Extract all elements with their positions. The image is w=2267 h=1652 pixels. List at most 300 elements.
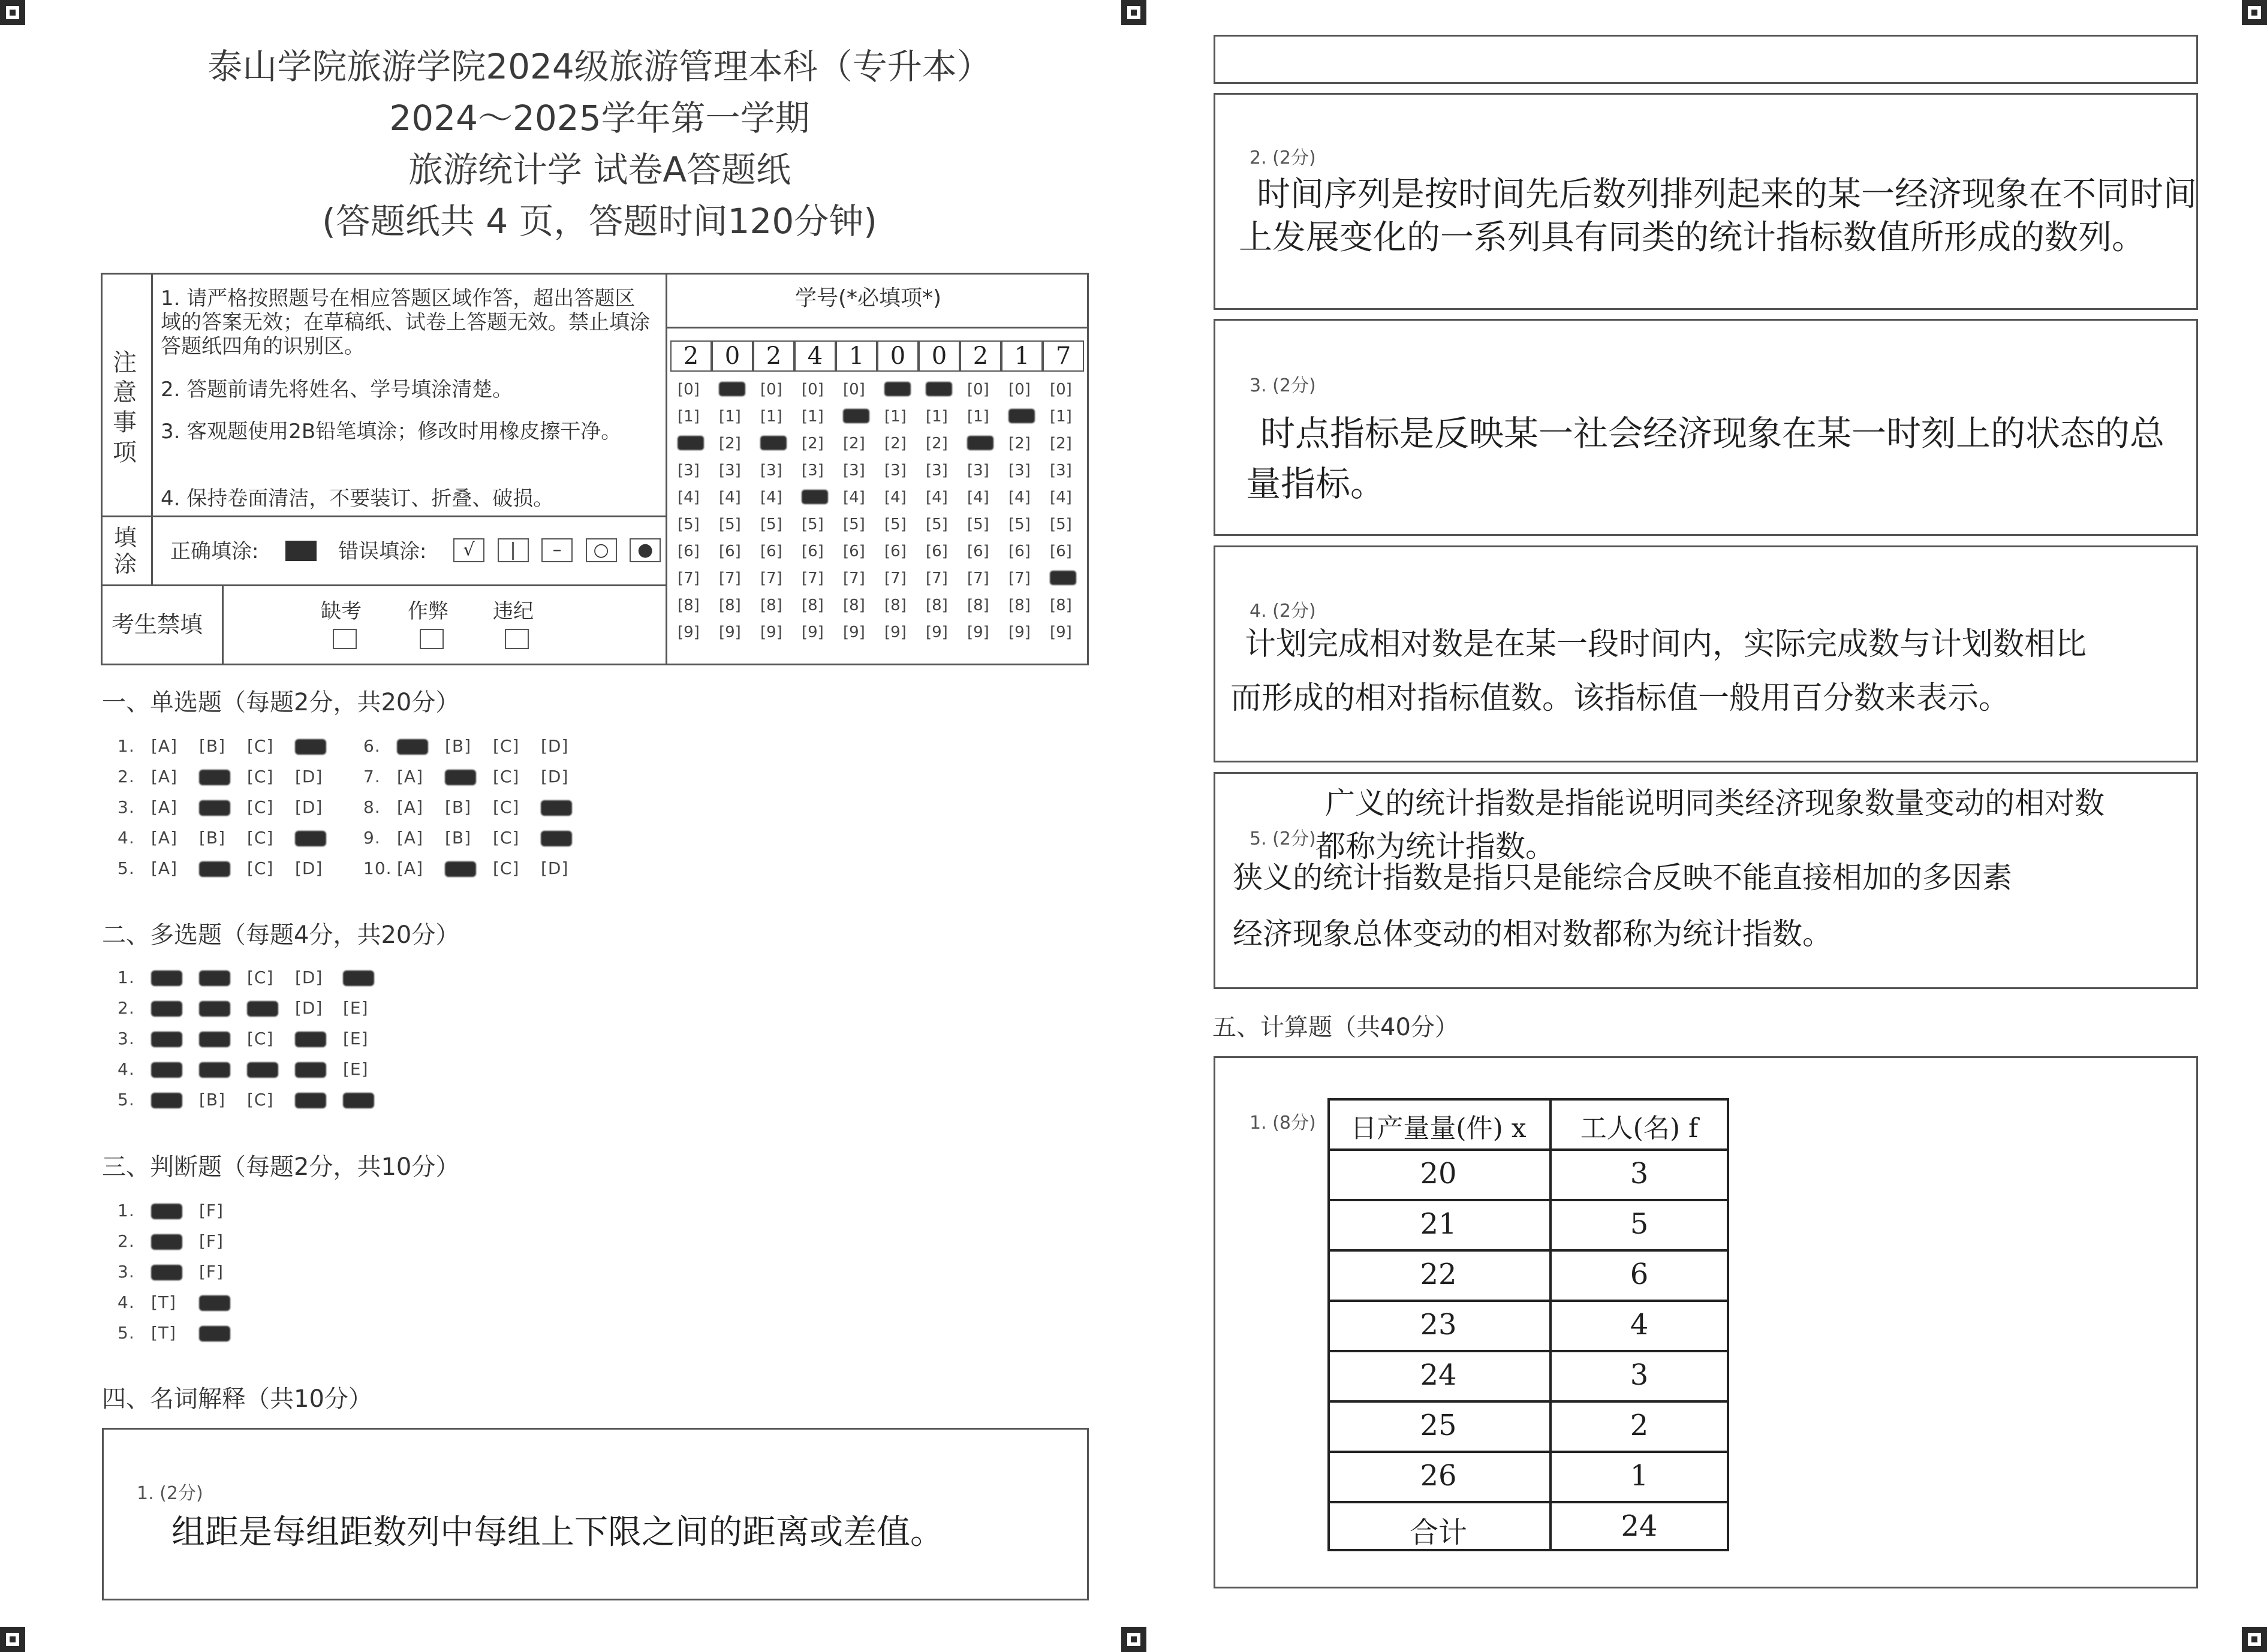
filled-bubble bbox=[199, 770, 230, 785]
table-cell: 23 bbox=[1420, 1308, 1457, 1342]
answer-option[interactable]: [F] bbox=[199, 1231, 224, 1251]
section-1-title: 一、单选题（每题2分，共20分） bbox=[102, 689, 460, 716]
student-id-bubble[interactable]: [5] bbox=[1050, 516, 1072, 533]
student-id-digit: 0 bbox=[712, 340, 753, 372]
student-id-bubble[interactable]: [1] bbox=[884, 408, 907, 426]
answer-row bbox=[118, 1262, 247, 1282]
student-id-bubble[interactable]: [5] bbox=[884, 516, 907, 533]
answer-option-filled[interactable] bbox=[199, 797, 247, 817]
table-header-cell: 日产量量(件) x bbox=[1350, 1113, 1527, 1144]
student-id-bubble[interactable]: [9] bbox=[719, 623, 741, 641]
student-id-bubble[interactable]: [4] bbox=[1050, 489, 1072, 507]
filled-bubble bbox=[247, 1001, 278, 1017]
student-id-bubble-filled[interactable] bbox=[1050, 571, 1076, 585]
student-id-bubble[interactable]: [1] bbox=[760, 408, 782, 426]
student-id-bubble-filled[interactable] bbox=[967, 436, 993, 450]
student-id-bubble[interactable]: [6] bbox=[1050, 542, 1072, 560]
answer-option-filled[interactable] bbox=[199, 1323, 247, 1343]
question-number: 1. (2分) bbox=[137, 1483, 203, 1504]
filled-bubble bbox=[151, 1032, 182, 1047]
frequency-table bbox=[1327, 1098, 1735, 1549]
student-id-bubble[interactable]: [5] bbox=[926, 516, 948, 533]
student-id-bubble[interactable]: [9] bbox=[884, 623, 907, 641]
cheat-checkbox[interactable] bbox=[420, 629, 444, 649]
student-id-bubble[interactable]: [1] bbox=[967, 408, 989, 426]
answer-option-filled[interactable] bbox=[151, 1201, 199, 1220]
student-id-bubble[interactable]: [9] bbox=[1008, 623, 1031, 641]
filled-bubble bbox=[199, 861, 230, 877]
question-number: 5. bbox=[118, 858, 135, 878]
answer-option-filled[interactable] bbox=[295, 828, 343, 848]
question-number: 8. bbox=[363, 797, 381, 817]
student-id-bubble[interactable]: [2] bbox=[719, 435, 741, 453]
handwritten-answer: 上发展变化的一系列具有同类的统计指标数值所形成的数列。 bbox=[1239, 218, 2145, 257]
student-id-bubble-filled[interactable] bbox=[678, 436, 704, 450]
student-id-bubble[interactable]: [2] bbox=[926, 435, 948, 453]
notice-item-4: 4. 保持卷面清洁，不要装订、折叠、破损。 bbox=[161, 487, 554, 511]
answer-option[interactable]: [B] bbox=[199, 828, 226, 848]
answer-option[interactable]: [D] bbox=[295, 797, 323, 817]
corner-marker-top-middle bbox=[1121, 0, 1146, 25]
answer-row bbox=[118, 1201, 247, 1220]
handwritten-answer: 时点指标是反映某一社会经济现象在某一时刻上的状态的总 bbox=[1260, 413, 2165, 454]
filled-bubble bbox=[397, 739, 428, 755]
student-id-bubble[interactable]: [3] bbox=[678, 462, 700, 480]
student-id-bubble[interactable]: [3] bbox=[719, 462, 741, 480]
question-number: 1. bbox=[118, 967, 135, 987]
filled-bubble bbox=[343, 1093, 374, 1108]
answer-option-filled[interactable] bbox=[199, 1029, 247, 1048]
answer-option[interactable]: [D] bbox=[541, 736, 569, 756]
student-id-bubble[interactable]: [0] bbox=[802, 381, 824, 399]
question-number: 3. bbox=[118, 1262, 135, 1282]
student-id-bubble[interactable]: [0] bbox=[678, 381, 700, 399]
answer-option[interactable]: [C] bbox=[247, 797, 274, 817]
student-id-bubble[interactable]: [9] bbox=[926, 623, 948, 641]
answer-option-filled[interactable] bbox=[151, 998, 199, 1018]
student-id-bubble[interactable]: [8] bbox=[926, 596, 948, 614]
forbid-option-cheat-label: 作弊 bbox=[408, 599, 448, 623]
answer-option-filled[interactable] bbox=[295, 1029, 343, 1048]
wrong-mark-1: √ bbox=[453, 538, 484, 562]
answer-option-filled[interactable] bbox=[151, 1231, 199, 1251]
answer-option[interactable]: [T] bbox=[151, 1323, 176, 1343]
student-id-bubble[interactable]: [1] bbox=[719, 408, 741, 426]
answer-row bbox=[118, 998, 391, 1018]
answer-option-filled[interactable] bbox=[247, 998, 295, 1018]
student-id-bubble[interactable]: [6] bbox=[884, 542, 907, 560]
answer-option[interactable]: [E] bbox=[343, 1059, 369, 1079]
student-id-bubble[interactable]: [7] bbox=[802, 569, 824, 587]
filled-bubble bbox=[151, 970, 182, 986]
student-id-bubble[interactable]: [6] bbox=[719, 542, 741, 560]
table-cell: 26 bbox=[1420, 1459, 1457, 1493]
answer-option[interactable]: [A] bbox=[397, 797, 424, 817]
student-id-bubble[interactable]: [7] bbox=[1008, 569, 1031, 587]
filled-bubble bbox=[247, 1062, 278, 1078]
student-id-bubble[interactable]: [5] bbox=[967, 516, 989, 533]
filled-bubble bbox=[199, 1062, 230, 1078]
answer-option[interactable]: [C] bbox=[493, 767, 520, 786]
answer-option-filled[interactable] bbox=[343, 967, 391, 987]
answer-row bbox=[363, 767, 589, 786]
student-id-bubble[interactable]: [6] bbox=[760, 542, 782, 560]
answer-option[interactable]: [B] bbox=[445, 736, 472, 756]
student-id-bubble[interactable]: [3] bbox=[760, 462, 782, 480]
student-id-bubble[interactable]: [8] bbox=[884, 596, 907, 614]
answer-row bbox=[118, 858, 343, 878]
filled-bubble bbox=[199, 1001, 230, 1017]
answer-option-filled[interactable] bbox=[199, 858, 247, 878]
student-id-bubble-filled[interactable] bbox=[1008, 409, 1035, 423]
section-4-title: 四、名词解释（共10分） bbox=[102, 1385, 372, 1413]
filled-bubble bbox=[151, 1001, 182, 1017]
student-id-bubble[interactable]: [0] bbox=[760, 381, 782, 399]
question-number: 2. bbox=[118, 767, 135, 786]
student-id-bubble[interactable]: [4] bbox=[967, 489, 989, 507]
table-cell: 6 bbox=[1630, 1258, 1649, 1291]
filled-bubble bbox=[445, 770, 476, 785]
student-id-bubble[interactable]: [0] bbox=[1008, 381, 1031, 399]
student-id-digit: 1 bbox=[1001, 340, 1043, 372]
student-id-bubble[interactable]: [0] bbox=[843, 381, 865, 399]
student-id-digit: 1 bbox=[836, 340, 877, 372]
question-number: 3. bbox=[118, 1029, 135, 1048]
student-id-digits bbox=[670, 340, 1084, 372]
answer-option[interactable]: [E] bbox=[343, 998, 369, 1018]
answer-option[interactable]: [D] bbox=[541, 858, 569, 878]
student-id-bubble[interactable]: [5] bbox=[1008, 516, 1031, 533]
question-number: 5. bbox=[118, 1323, 135, 1343]
student-id-bubble[interactable]: [8] bbox=[1050, 596, 1072, 614]
answer-option[interactable]: [B] bbox=[199, 736, 226, 756]
section-3-title: 三、判断题（每题2分，共10分） bbox=[102, 1153, 460, 1181]
answer-option[interactable]: [B] bbox=[445, 828, 472, 848]
answer-option-filled[interactable] bbox=[247, 1059, 295, 1079]
student-id-bubble[interactable]: [9] bbox=[967, 623, 989, 641]
student-id-bubble[interactable]: [3] bbox=[926, 462, 948, 480]
filled-bubble bbox=[295, 739, 326, 755]
notice-item-2: 2. 答题前请先将姓名、学号填涂清楚。 bbox=[161, 378, 513, 402]
student-id-bubble[interactable]: [5] bbox=[760, 516, 782, 533]
answer-row bbox=[118, 736, 343, 756]
table-cell: 20 bbox=[1420, 1157, 1457, 1190]
answer-option-filled[interactable] bbox=[541, 797, 589, 817]
answer-option-filled[interactable] bbox=[151, 1262, 199, 1282]
answer-option-filled[interactable] bbox=[199, 967, 247, 987]
table-cell: 24 bbox=[1420, 1358, 1457, 1392]
student-id-bubble[interactable]: [5] bbox=[843, 516, 865, 533]
filled-bubble bbox=[151, 1062, 182, 1078]
notice-label: 注意事项 bbox=[113, 349, 137, 466]
corner-marker-bottom-right bbox=[2242, 1627, 2267, 1652]
discipline-checkbox[interactable] bbox=[505, 629, 529, 649]
answer-option[interactable]: [D] bbox=[295, 767, 323, 786]
answer-option[interactable]: [E] bbox=[343, 1029, 369, 1048]
student-id-bubble[interactable]: [3] bbox=[843, 462, 865, 480]
student-id-bubble[interactable]: [7] bbox=[760, 569, 782, 587]
answer-option-filled[interactable] bbox=[151, 967, 199, 987]
student-id-bubble[interactable]: [7] bbox=[926, 569, 948, 587]
student-id-bubble[interactable]: [6] bbox=[802, 542, 824, 560]
student-id-bubble[interactable]: [3] bbox=[1050, 462, 1072, 480]
question-number: 4. (2分) bbox=[1250, 601, 1316, 622]
student-id-bubble[interactable]: [4] bbox=[1008, 489, 1031, 507]
absent-checkbox[interactable] bbox=[333, 629, 357, 649]
answer-option[interactable]: [C] bbox=[247, 1090, 274, 1110]
student-id-bubble[interactable]: [3] bbox=[884, 462, 907, 480]
answer-option[interactable]: [C] bbox=[247, 767, 274, 786]
question-number: 5. bbox=[118, 1090, 135, 1110]
answer-option-filled[interactable] bbox=[151, 1029, 199, 1048]
question-number: 2. (2分) bbox=[1250, 147, 1316, 168]
student-id-bubble[interactable]: [2] bbox=[884, 435, 907, 453]
student-id-bubble[interactable]: [7] bbox=[678, 569, 700, 587]
handwritten-answer: 广义的统计指数是指能说明同类经济现象数量变动的相对数 bbox=[1325, 786, 2105, 821]
student-id-bubble[interactable]: [0] bbox=[1050, 381, 1072, 399]
student-id-bubble[interactable]: [4] bbox=[719, 489, 741, 507]
answer-option-filled[interactable] bbox=[151, 1059, 199, 1079]
student-id-bubble[interactable]: [4] bbox=[760, 489, 782, 507]
filled-bubble bbox=[295, 831, 326, 846]
answer-option-filled[interactable] bbox=[199, 1059, 247, 1079]
answer-row bbox=[363, 797, 589, 817]
handwritten-answer: 量指标。 bbox=[1246, 463, 1386, 504]
answer-option[interactable]: [A] bbox=[151, 736, 178, 756]
student-id-bubble-filled[interactable] bbox=[884, 382, 911, 396]
student-id-bubble[interactable]: [1] bbox=[678, 408, 700, 426]
answer-option-filled[interactable] bbox=[295, 1090, 343, 1110]
answer-option[interactable]: [A] bbox=[151, 858, 178, 878]
student-id-bubble-filled[interactable] bbox=[719, 382, 745, 396]
answer-option[interactable]: [A] bbox=[151, 828, 178, 848]
filled-bubble bbox=[541, 831, 572, 846]
filled-bubble bbox=[295, 1093, 326, 1108]
student-id-bubble[interactable]: [5] bbox=[719, 516, 741, 533]
question-number: 1. bbox=[118, 1201, 135, 1220]
student-id-bubble-filled[interactable] bbox=[802, 490, 828, 504]
student-id-digit: 7 bbox=[1043, 340, 1084, 372]
answer-box-empty bbox=[1214, 35, 2198, 84]
filled-bubble bbox=[295, 1062, 326, 1078]
question-number: 2. bbox=[118, 1231, 135, 1251]
student-id-bubble[interactable]: [7] bbox=[967, 569, 989, 587]
wrong-mark-5: ● bbox=[630, 538, 661, 562]
student-id-bubble[interactable]: [9] bbox=[760, 623, 782, 641]
filled-bubble bbox=[295, 1032, 326, 1047]
answer-row bbox=[118, 1323, 247, 1343]
wrong-mark-3: – bbox=[541, 538, 573, 562]
question-number: 1. (8分) bbox=[1250, 1113, 1316, 1134]
student-id-bubble[interactable]: [6] bbox=[926, 542, 948, 560]
student-id-bubble-filled[interactable] bbox=[926, 382, 952, 396]
student-id-bubble[interactable]: [8] bbox=[967, 596, 989, 614]
student-id-bubble[interactable]: [9] bbox=[1050, 623, 1072, 641]
table-row-divider bbox=[1327, 1400, 1729, 1403]
answer-option[interactable]: [C] bbox=[493, 828, 520, 848]
handwritten-answer: 狭义的统计指数是指只是能综合反映不能直接相加的多因素 bbox=[1233, 860, 2012, 895]
question-number: 2. bbox=[118, 998, 135, 1018]
answer-option[interactable]: [T] bbox=[151, 1292, 176, 1312]
answer-option-filled[interactable] bbox=[199, 998, 247, 1018]
answer-option[interactable]: [D] bbox=[295, 998, 323, 1018]
answer-option-filled[interactable] bbox=[151, 1090, 199, 1110]
header-line-2: 2024～2025学年第一学期 bbox=[389, 98, 810, 138]
answer-row bbox=[363, 736, 589, 756]
answer-option-filled[interactable] bbox=[445, 767, 493, 786]
student-id-bubble[interactable]: [9] bbox=[843, 623, 865, 641]
question-number: 5. (2分) bbox=[1250, 828, 1316, 849]
answer-option[interactable]: [F] bbox=[199, 1262, 224, 1282]
student-id-bubble[interactable]: [6] bbox=[678, 542, 700, 560]
student-id-bubble[interactable]: [4] bbox=[926, 489, 948, 507]
answer-option[interactable]: [C] bbox=[493, 858, 520, 878]
student-id-bubble[interactable]: [9] bbox=[802, 623, 824, 641]
answer-row bbox=[118, 797, 343, 817]
table-cell: 22 bbox=[1420, 1258, 1457, 1291]
answer-option[interactable]: [D] bbox=[295, 967, 323, 987]
answer-option[interactable]: [A] bbox=[151, 797, 178, 817]
question-number: 3. (2分) bbox=[1250, 375, 1316, 396]
table-row-divider bbox=[1327, 1350, 1729, 1352]
student-id-bubble[interactable]: [8] bbox=[760, 596, 782, 614]
student-id-bubble[interactable]: [3] bbox=[1008, 462, 1031, 480]
student-id-digit: 4 bbox=[794, 340, 836, 372]
corner-marker-bottom-left bbox=[0, 1627, 25, 1652]
student-id-bubble[interactable]: [4] bbox=[884, 489, 907, 507]
answer-option[interactable]: [C] bbox=[247, 858, 274, 878]
student-id-digit: 2 bbox=[960, 340, 1001, 372]
table-cell: 21 bbox=[1420, 1207, 1457, 1241]
answer-option[interactable]: [F] bbox=[199, 1201, 224, 1220]
student-id-bubble[interactable]: [0] bbox=[967, 381, 989, 399]
student-id-bubble[interactable]: [4] bbox=[843, 489, 865, 507]
student-id-bubble[interactable]: [7] bbox=[719, 569, 741, 587]
table-row-divider bbox=[1327, 1148, 1729, 1151]
answer-option[interactable]: [C] bbox=[247, 736, 274, 756]
answer-row bbox=[118, 828, 343, 848]
forbid-option-discipline-label: 违纪 bbox=[493, 599, 534, 623]
answer-option[interactable]: [A] bbox=[397, 828, 424, 848]
answer-row bbox=[118, 767, 343, 786]
answer-row bbox=[118, 1090, 391, 1110]
answer-option[interactable]: [B] bbox=[445, 797, 472, 817]
answer-option-filled[interactable] bbox=[295, 736, 343, 756]
student-id-bubble[interactable]: [7] bbox=[843, 569, 865, 587]
student-id-bubble[interactable]: [9] bbox=[678, 623, 700, 641]
answer-option[interactable]: [C] bbox=[247, 967, 274, 987]
student-id-bubble[interactable]: [5] bbox=[678, 516, 700, 533]
notice-item-3: 3. 客观题使用2B铅笔填涂；修改时用橡皮擦干净。 bbox=[161, 420, 622, 444]
student-id-bubble[interactable]: [2] bbox=[1050, 435, 1072, 453]
fill-correct-label: 正确填涂: bbox=[170, 539, 259, 563]
student-id-bubble[interactable]: [1] bbox=[802, 408, 824, 426]
answer-option-filled[interactable] bbox=[295, 1059, 343, 1079]
student-id-digit: 2 bbox=[670, 340, 712, 372]
answer-row bbox=[118, 1029, 391, 1048]
table-header-cell: 工人(名) f bbox=[1580, 1113, 1699, 1144]
answer-option-filled[interactable] bbox=[199, 1292, 247, 1312]
answer-option[interactable]: [D] bbox=[541, 767, 569, 786]
filled-bubble bbox=[445, 861, 476, 877]
forbid-option-absent bbox=[321, 599, 362, 649]
answer-option[interactable]: [C] bbox=[493, 736, 520, 756]
student-id-bubble[interactable]: [6] bbox=[1008, 542, 1031, 560]
student-id-bubble-filled[interactable] bbox=[760, 436, 787, 450]
student-id-bubble[interactable]: [2] bbox=[802, 435, 824, 453]
table-cell: 24 bbox=[1621, 1509, 1658, 1543]
filled-bubble bbox=[199, 1326, 230, 1342]
answer-option-filled[interactable] bbox=[199, 767, 247, 786]
student-id-bubble[interactable]: [8] bbox=[719, 596, 741, 614]
answer-option[interactable]: [C] bbox=[493, 797, 520, 817]
student-id-bubble-grid bbox=[670, 381, 1084, 656]
student-id-bubble[interactable]: [6] bbox=[967, 542, 989, 560]
answer-row bbox=[118, 1059, 391, 1079]
student-id-bubble[interactable]: [7] bbox=[884, 569, 907, 587]
filled-bubble bbox=[199, 1295, 230, 1311]
answer-row bbox=[118, 967, 391, 987]
student-id-bubble[interactable]: [1] bbox=[1050, 408, 1072, 426]
answer-option[interactable]: [D] bbox=[295, 858, 323, 878]
answer-option-filled[interactable] bbox=[343, 1090, 391, 1110]
answer-option-filled[interactable] bbox=[397, 736, 445, 756]
question-number: 10. bbox=[363, 858, 392, 878]
student-id-bubble[interactable]: [8] bbox=[678, 596, 700, 614]
answer-option[interactable]: [A] bbox=[397, 858, 424, 878]
corner-marker-top-right bbox=[2242, 0, 2267, 25]
table-row-divider bbox=[1327, 1199, 1729, 1201]
student-id-bubble-filled[interactable] bbox=[843, 409, 869, 423]
answer-option[interactable]: [A] bbox=[397, 767, 424, 786]
filled-bubble bbox=[151, 1265, 182, 1280]
student-id-bubble[interactable]: [1] bbox=[926, 408, 948, 426]
student-id-bubble[interactable]: [5] bbox=[802, 516, 824, 533]
forbid-option-discipline bbox=[493, 599, 534, 649]
forbid-label: 考生禁填 bbox=[112, 611, 203, 638]
table-cell: 1 bbox=[1630, 1459, 1649, 1493]
wrong-mark-2: | bbox=[498, 538, 529, 562]
section-2-title: 二、多选题（每题4分，共20分） bbox=[102, 921, 460, 949]
student-id-digit: 0 bbox=[877, 340, 919, 372]
student-id-bubble[interactable]: [3] bbox=[802, 462, 824, 480]
answer-option[interactable]: [C] bbox=[247, 828, 274, 848]
student-id-bubble[interactable]: [8] bbox=[1008, 596, 1031, 614]
table-cell: 3 bbox=[1630, 1157, 1649, 1190]
table-cell: 25 bbox=[1420, 1409, 1457, 1442]
question-number: 7. bbox=[363, 767, 381, 786]
answer-option[interactable]: [B] bbox=[199, 1090, 226, 1110]
question-number: 9. bbox=[363, 828, 381, 848]
student-id-bubble[interactable]: [2] bbox=[1008, 435, 1031, 453]
notice-item-1: 1. 请严格按照题号在相应答题区域作答，超出答题区域的答案无效；在草稿纸、试卷上答题无效。禁止填涂答题纸四角的识别区。 bbox=[161, 287, 650, 358]
answer-option-filled[interactable] bbox=[541, 828, 589, 848]
student-id-bubble[interactable]: [3] bbox=[967, 462, 989, 480]
forbid-option-absent-label: 缺考 bbox=[321, 599, 362, 623]
answer-option-filled[interactable] bbox=[445, 858, 493, 878]
answer-option[interactable]: [A] bbox=[151, 767, 178, 786]
question-number: 1. bbox=[118, 736, 135, 756]
student-id-bubble[interactable]: [6] bbox=[843, 542, 865, 560]
filled-bubble bbox=[199, 800, 230, 816]
student-id-bubble[interactable]: [2] bbox=[843, 435, 865, 453]
answer-option[interactable]: [C] bbox=[247, 1029, 274, 1048]
corner-marker-bottom-middle bbox=[1121, 1627, 1146, 1652]
student-id-bubble[interactable]: [8] bbox=[802, 596, 824, 614]
question-number: 3. bbox=[118, 797, 135, 817]
student-id-bubble[interactable]: [4] bbox=[678, 489, 700, 507]
student-id-bubble[interactable]: [8] bbox=[843, 596, 865, 614]
